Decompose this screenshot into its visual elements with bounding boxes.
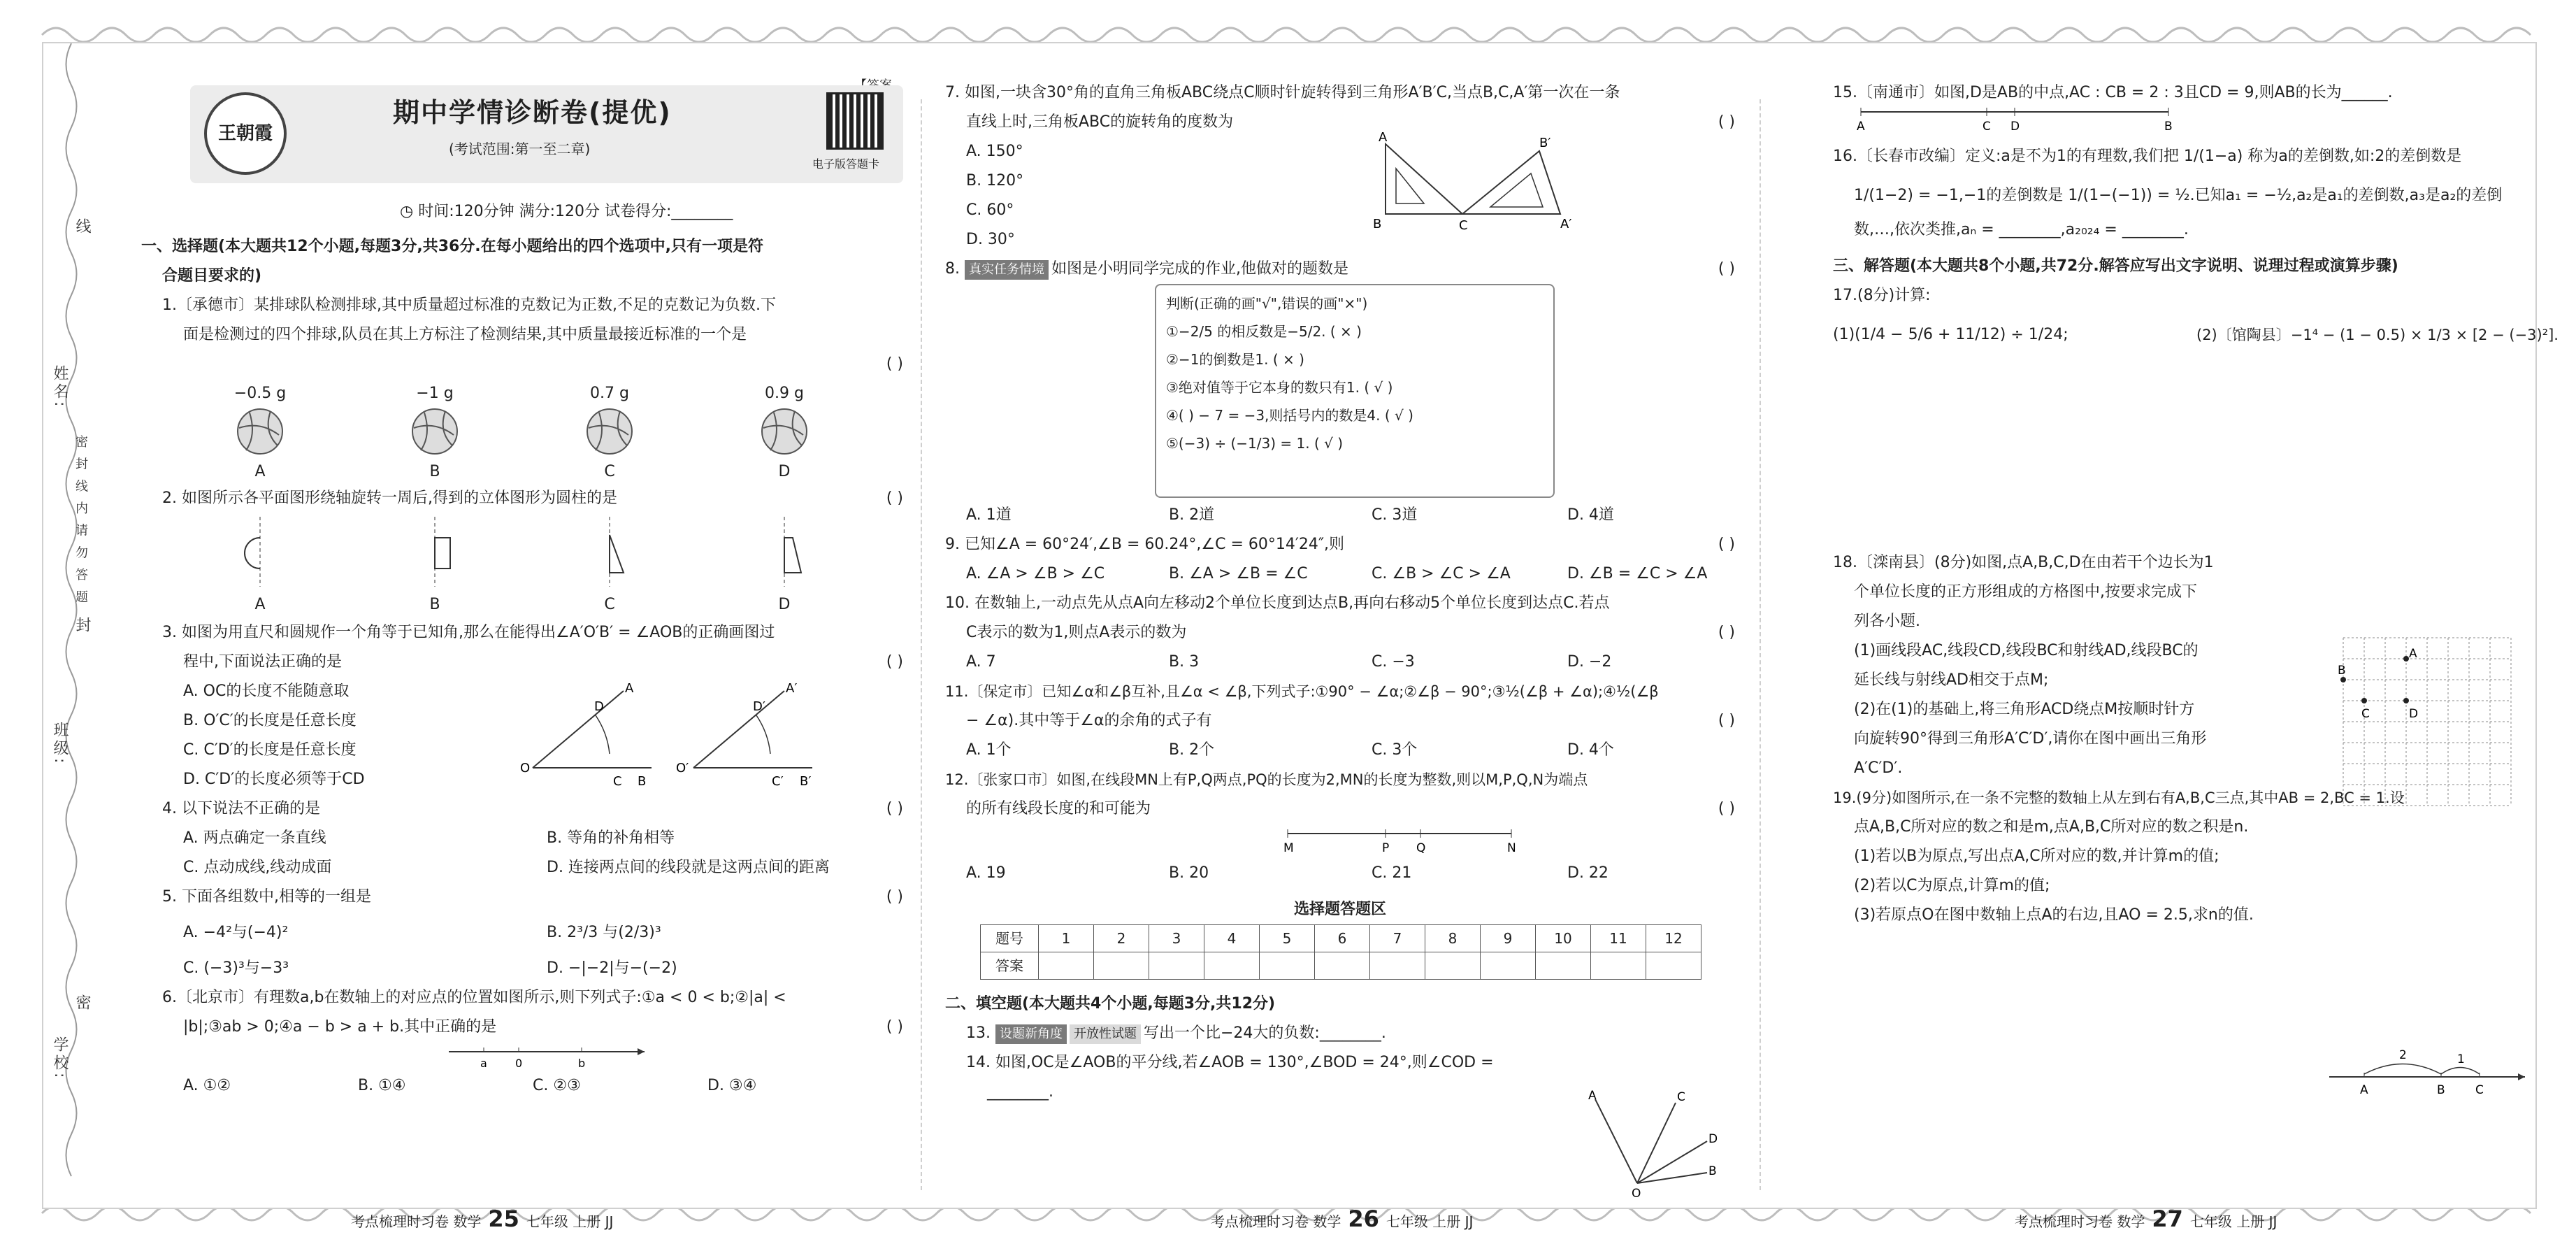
page-26-content	[945, 78, 1735, 1107]
q6-option-c: C. ②③	[533, 1077, 581, 1094]
q13-text: 13. 设题新角度 开放性试题 写出一个比−24大的负数:________.	[945, 1019, 1735, 1048]
q11-option-a: A. 1个	[966, 741, 1012, 759]
q14-angle-figure	[1588, 1089, 1718, 1201]
q1-option-b: B	[429, 463, 440, 480]
q17-part-2: (2)〔馆陶县〕−1⁴ − (1 − 0.5) × 1/3 × [2 − (−3)²].	[2196, 327, 2559, 343]
q3-answer-paren[interactable]: ( )	[886, 653, 903, 671]
q9-option-a: A. ∠A > ∠B > ∠C	[966, 565, 1105, 582]
q4-options-1	[141, 824, 903, 853]
q6-option-d: D. ③④	[707, 1077, 757, 1094]
svg-text:C: C	[1459, 218, 1468, 233]
svg-text:D: D	[594, 699, 604, 714]
svg-text:C: C	[2361, 707, 2370, 721]
q5-text: 5. 下面各组数中,相等的一组是 ( )	[141, 882, 903, 912]
page-26	[945, 57, 1735, 1232]
section-1-title-cont: 合题目要求的)	[162, 267, 262, 285]
q8-option-a: A. 1道	[966, 506, 1012, 524]
q10-answer-paren[interactable]: ( )	[1718, 624, 1735, 641]
svg-text:C: C	[2475, 1083, 2484, 1097]
q6-number-line	[442, 1042, 652, 1071]
q1-mass-c: 0.7 g	[590, 385, 629, 402]
q6-answer-paren[interactable]: ( )	[886, 1018, 903, 1036]
volleyball-icon	[760, 407, 809, 456]
q7-text: 7. 如图,一块含30°角的直角三角板ABC绕点C顺时针旋转得到三角形A′B′C,当点B,C,A′第一次在一条	[945, 84, 1620, 101]
q7-triangle-figure	[1372, 130, 1595, 235]
q18-text-1: 18.〔滦南县〕(8分)如图,点A,B,C,D在由若干个边长为1	[1833, 554, 2214, 571]
seal-mark-2: 封	[73, 617, 91, 635]
q8-homework-figure	[945, 284, 1735, 501]
q8-text: 8. 真实任务情境 如图是小明同学完成的作业,他做对的题数是 ( )	[945, 255, 1735, 284]
svg-text:a: a	[480, 1057, 487, 1070]
q11-text-cont: − ∠α).其中等于∠α的余角的式子有 ( )	[945, 706, 1735, 736]
svg-text:C: C	[613, 774, 622, 789]
volleyball-icon	[585, 407, 634, 456]
svg-text:b: b	[578, 1057, 586, 1070]
q4-option-c: C. 点动成线,线动成面	[183, 859, 332, 876]
q11-text: 11.〔保定市〕已知∠α和∠β互补,且∠α < ∠β,下列式子:①90° − ∠α;②∠β − 90°;③½(∠β + ∠α);④½(∠β	[945, 683, 1659, 700]
q12-option-c: C. 21	[1372, 864, 1412, 882]
q12-option-b: B. 20	[1169, 864, 1209, 882]
rectangle-shape-icon	[414, 517, 456, 587]
q18-text-7: 向旋转90°得到三角形A′C′D′,请你在图中画出三角形	[1854, 730, 2207, 748]
q16-text: 16.〔长春市改编〕定义:a是不为1的有理数,我们把 1/(1−a) 称为a的差倒数,如:2的差倒数是	[1833, 148, 2462, 165]
q3-option-a: A. OC的长度不能随意取	[183, 682, 350, 700]
semicircle-shape-icon	[239, 517, 281, 587]
q1-text: 1.〔承德市〕某排球队检测排球,其中质量超过标准的克数记为正数,不足的克数记为负数.下	[162, 296, 776, 314]
q4-option-a: A. 两点确定一条直线	[183, 829, 326, 847]
svg-text:B′: B′	[800, 774, 812, 789]
q8-option-b: B. 2道	[1169, 506, 1215, 524]
svg-text:A: A	[2360, 1083, 2368, 1097]
q12-option-a: A. 19	[966, 864, 1006, 882]
q19-text-4: (2)若以C为原点,计算m的值;	[1854, 877, 2050, 894]
answer-grid-number-row: 题号 1 2 3 4 5 6 7 8 9 10 11 12	[981, 925, 1701, 952]
q17-part-1: (1)(1/4 − 5/6 + 11/12) ÷ 1/24;	[1833, 326, 2068, 343]
q19-text-2: 点A,B,C所对应的数之和是m,点A,B,C所对应的数之积是n.	[1854, 818, 2249, 836]
q9-option-b: B. ∠A > ∠B = ∠C	[1169, 565, 1308, 582]
seal-mark-3: 密	[73, 994, 91, 1013]
answer-grid	[980, 924, 1701, 980]
q7-text-cont: 直线上时,三角板ABC的旋转角的度数为 ( )	[945, 108, 1735, 137]
svg-text:2: 2	[2399, 1048, 2407, 1062]
q17-parts	[1833, 310, 2559, 359]
q10-text-cont: C表示的数为1,则点A表示的数为 ( )	[945, 618, 1735, 648]
q16-text-end[interactable]: 数,…,依次类推,aₙ = ________,a₂₀₂₄ = ________.	[1854, 221, 2189, 238]
q18-text-5: 延长线与射线AD相交于点M;	[1854, 671, 2049, 689]
page-number: 25	[488, 1206, 519, 1232]
q2-option-b: B	[429, 596, 440, 613]
q15-text: 15.〔南通市〕如图,D是AB的中点,AC : CB = 2 : 3且CD = 9,则AB的长为______.	[1833, 84, 2393, 101]
q8-homework-box: 判断(正确的画"√",错误的画"×") ①−2/5 的相反数是−5/2. ( × ) ②−1的倒数是1. ( × ) ③绝对值等于它本身的数只有1. ( √ ) ④( ) − 7 = −3,则括号内的数是4. ( √ ) ⑤(−3) ÷ (−1/3) = 1. ( √ )	[1155, 284, 1555, 498]
q17-text: 17.(8分)计算:	[1833, 287, 1931, 304]
q1-option-a: A	[254, 463, 266, 480]
q5-option-d: D. −|−2|与−(−2)	[547, 959, 677, 977]
exam-sheet	[42, 42, 2559, 1232]
section-1-content	[141, 232, 903, 1101]
seal-mark-1: 线	[73, 218, 91, 236]
q17-answer-space[interactable]	[1833, 359, 2532, 548]
svg-text:D′: D′	[753, 699, 765, 714]
svg-text:M: M	[1283, 841, 1294, 855]
q3-text-cont: 程中,下面说法正确的是 ( )	[141, 648, 903, 677]
q11-option-c: C. 3个	[1372, 741, 1418, 759]
svg-text:B: B	[1708, 1164, 1717, 1178]
svg-text:A: A	[1588, 1089, 1597, 1103]
q5-options-1	[141, 912, 903, 954]
q14-text: 14. 如图,OC是∠AOB的平分线,若∠AOB = 130°,∠BOD = 24°,则∠COD =	[966, 1054, 1494, 1071]
q3-option-d: D. C′D′的长度必须等于CD	[183, 771, 365, 788]
q7-answer-paren[interactable]: ( )	[1718, 113, 1735, 131]
q5-option-b: B. 2³/3 与(2/3)³	[547, 924, 661, 941]
school-label: 学校:	[51, 1036, 69, 1081]
seal-warning: 密 封 线 内 请 勿 答 题	[73, 435, 88, 606]
q12-segment-figure	[1281, 824, 1518, 859]
q9-option-c: C. ∠B > ∠C > ∠A	[1372, 565, 1511, 582]
q12-text: 12.〔张家口市〕如图,在线段MN上有P,Q两点,PQ的长度为2,MN的长度为整数,则以M,P,Q,N为端点	[945, 771, 1588, 788]
q8-tag: 真实任务情境	[965, 260, 1049, 280]
svg-text:O: O	[520, 761, 531, 775]
svg-text:Q: Q	[1416, 841, 1426, 855]
q2-option-a: A	[254, 596, 266, 613]
q6-option-a: A. ①②	[183, 1077, 231, 1094]
q4-option-d: D. 连接两点间的线段就是这两点间的距离	[547, 859, 830, 876]
svg-text:1: 1	[2457, 1052, 2465, 1066]
q10-text: 10. 在数轴上,一动点先从点A向左移动2个单位长度到达点B,再向右移动5个单位长度到达点C.若点	[945, 594, 1610, 612]
page-divider-2	[1760, 99, 1761, 1190]
q12-option-d: D. 22	[1567, 864, 1609, 882]
q6-option-b: B. ①④	[358, 1077, 406, 1094]
q11-option-d: D. 4个	[1567, 741, 1614, 759]
q4-option-b: B. 等角的补角相等	[547, 829, 675, 847]
q10-option-a: A. 7	[966, 653, 996, 671]
q3-block	[141, 677, 903, 794]
svg-text:N: N	[1507, 841, 1516, 855]
svg-text:A′: A′	[1560, 217, 1572, 231]
q7-option-b: B. 120°	[966, 172, 1024, 190]
section-1-title: 一、选择题(本大题共12个小题,每题3分,共36分.在每小题给出的四个选项中,只有一项是符	[141, 238, 764, 255]
q1-text-cont: 面是检测过的四个排球,队员在其上方标注了检测结果,其中质量最接近标准的一个是	[183, 326, 747, 343]
svg-text:0: 0	[515, 1057, 523, 1070]
exam-title: 期中学情诊断卷(提优)	[393, 97, 672, 128]
answer-grid-title: 选择题答题区	[1293, 901, 1386, 918]
q11-answer-paren[interactable]: ( )	[1718, 712, 1735, 729]
q19-text-3: (1)若以B为原点,写出点A,C所对应的数,并计算m的值;	[1854, 848, 2219, 865]
q7-option-d: D. 30°	[966, 231, 1015, 248]
q7-block	[945, 130, 1735, 255]
publisher-logo: 王朝霞	[204, 92, 287, 175]
q5-answer-paren[interactable]: ( )	[886, 888, 903, 906]
q18-text-2: 个单位长度的正方形组成的方格图中,按要求完成下	[1854, 583, 2197, 601]
q5-option-c: C. (−3)³与−3³	[183, 959, 289, 977]
q4-options-2	[141, 853, 903, 882]
q18-grid-figure	[2336, 631, 2518, 813]
q19-text-1: 19.(9分)如图所示,在一条不完整的数轴上从左到右有A,B,C三点,其中AB = 2,BC = 1.设	[1833, 789, 2405, 806]
q6-options	[141, 1071, 903, 1101]
qr-code-icon[interactable]	[826, 92, 884, 150]
q3-compass-figure	[519, 677, 826, 789]
trapezoid-shape-icon	[763, 517, 805, 587]
page-number: 27	[2152, 1206, 2183, 1232]
svg-text:C: C	[1677, 1090, 1685, 1104]
q2-text: 2. 如图所示各平面图形绕轴旋转一周后,得到的立体图形为圆柱的是 ( )	[141, 484, 903, 513]
q5-option-a: A. −4²与(−4)²	[183, 924, 289, 941]
exam-scope: (考试范围:第一至二章)	[449, 141, 591, 157]
q10-option-d: D. −2	[1567, 653, 1612, 671]
svg-text:B: B	[1373, 217, 1382, 231]
q18-text-8: A′C′D′.	[1854, 759, 1903, 777]
q2-figure	[141, 513, 903, 618]
q8-option-d: D. 4道	[1567, 506, 1614, 524]
q2-option-d: D	[778, 596, 791, 613]
q4-answer-paren[interactable]: ( )	[886, 800, 903, 817]
q10-option-b: B. 3	[1169, 653, 1200, 671]
q3-text: 3. 如图为用直尺和圆规作一个角等于已知角,那么在能得出∠A′O′B′ = ∠AOB的正确画图过	[162, 624, 775, 641]
svg-text:A: A	[1857, 120, 1865, 134]
q16-text-cont: 1/(1−2) = −1,−1的差倒数是 1/(1−(−1)) = ½.已知a₁ = −½,a₂是a₁的差倒数,a₃是a₂的差倒	[1854, 187, 2503, 204]
q1-mass-b: −1 g	[416, 385, 454, 402]
q6-text: 6.〔北京市〕有理数a,b在数轴上的对应点的位置如图所示,则下列式子:①a < 0 < b;②|a| <	[162, 989, 786, 1006]
q9-options	[945, 559, 1735, 589]
q1-answer-paren[interactable]: ( )	[886, 355, 903, 373]
q7-option-a: A. 150°	[966, 143, 1023, 160]
q18-text-6: (2)在(1)的基础上,将三角形ACD绕点M按顺时针方	[1854, 701, 2195, 718]
svg-text:D: D	[2409, 707, 2419, 721]
q3-option-c: C. C′D′的长度是任意长度	[183, 741, 357, 759]
class-label: 班级:	[51, 722, 69, 766]
q19-number-line	[2322, 1043, 2532, 1099]
q1-option-d: D	[778, 463, 791, 480]
q18-text-3: 列各小题.	[1854, 613, 1920, 630]
page-number: 26	[1348, 1206, 1379, 1232]
svg-text:D: D	[1708, 1132, 1718, 1146]
exam-meta: ◷ 时间:120分钟 满分:120分 试卷得分:________	[400, 203, 733, 220]
svg-text:D: D	[2010, 120, 2020, 134]
q1-figure	[141, 379, 903, 484]
svg-text:B: B	[2164, 120, 2173, 134]
svg-text:A: A	[2409, 647, 2417, 661]
q11-options	[945, 736, 1735, 765]
page-divider-1	[921, 99, 922, 1190]
svg-text:B: B	[2437, 1083, 2445, 1097]
triangle-shape-icon	[589, 517, 631, 587]
q19-text-5: (3)若原点O在图中数轴上点A的右边,且AO = 2.5,求n的值.	[1854, 906, 2254, 924]
q12-options	[945, 859, 1735, 888]
q1-mass-a: −0.5 g	[233, 385, 287, 402]
volleyball-icon	[410, 407, 459, 456]
section-2-title: 二、填空题(本大题共4个小题,每题3分,共12分)	[945, 995, 1276, 1013]
q1-option-c: C	[604, 463, 615, 480]
q2-answer-paren[interactable]: ( )	[886, 489, 903, 507]
volleyball-icon	[236, 407, 285, 456]
q9-option-d: D. ∠B = ∠C > ∠A	[1567, 565, 1708, 582]
footer-page-25: 考点梳理时习卷 数学 25 七年级 上册 JJ	[351, 1206, 614, 1232]
section-3-title: 三、解答题(本大题共8个小题,共72分.解答应写出文字说明、说理过程或演算步骤)	[1833, 257, 2398, 275]
svg-text:O′: O′	[676, 761, 689, 775]
qr-caption: 电子版答题卡	[812, 157, 880, 171]
q6-text-cont: |b|;③ab > 0;④a − b > a + b.其中正确的是 ( )	[141, 1013, 903, 1042]
q13-tag-1: 设题新角度	[995, 1024, 1067, 1044]
q10-options	[945, 648, 1735, 677]
svg-text:C: C	[1983, 120, 1991, 134]
q8-option-c: C. 3道	[1372, 506, 1418, 524]
name-label: 姓名:	[51, 365, 69, 410]
q5-options-2	[141, 954, 903, 983]
svg-text:A: A	[1379, 130, 1388, 145]
footer-page-26: 考点梳理时习卷 数学 26 七年级 上册 JJ	[1211, 1206, 1474, 1232]
svg-text:A: A	[625, 681, 634, 696]
q12-text-cont: 的所有线段长度的和可能为 ( )	[945, 794, 1735, 824]
q12-answer-paren[interactable]: ( )	[1718, 800, 1735, 817]
q9-answer-paren[interactable]: ( )	[1718, 536, 1735, 553]
svg-text:A′: A′	[786, 681, 798, 696]
q4-text: 4. 以下说法不正确的是 ( )	[141, 794, 903, 824]
q14-blank[interactable]: ________.	[987, 1083, 1053, 1101]
q8-answer-paren[interactable]: ( )	[1718, 260, 1735, 278]
page-27	[1833, 57, 2559, 1232]
answer-grid-answer-row[interactable]: 答案	[981, 952, 1701, 980]
q8-options	[945, 501, 1735, 530]
page-25	[141, 57, 903, 1232]
q13-tag-2: 开放性试题	[1070, 1024, 1141, 1044]
svg-text:C′: C′	[772, 774, 784, 789]
q9-text: 9. 已知∠A = 60°24′,∠B = 60.24°,∠C = 60°14′24″,则 ( )	[945, 530, 1735, 559]
q18-text-4: (1)画线段AC,线段CD,线段BC和射线AD,线段BC的	[1854, 642, 2199, 659]
svg-text:B′: B′	[1539, 136, 1551, 150]
q3-option-b: B. O′C′的长度是任意长度	[183, 712, 357, 729]
q11-option-b: B. 2个	[1169, 741, 1215, 759]
svg-text:O: O	[1632, 1187, 1641, 1201]
q1-mass-d: 0.9 g	[765, 385, 804, 402]
q10-option-c: C. −3	[1372, 653, 1415, 671]
svg-text:P: P	[1382, 841, 1390, 855]
q15-segment-figure	[1854, 108, 2175, 137]
svg-text:B: B	[2338, 664, 2346, 678]
q7-option-c: C. 60°	[966, 201, 1014, 219]
footer-page-27: 考点梳理时习卷 数学 27 七年级 上册 JJ	[2015, 1206, 2278, 1232]
binding-strip	[43, 43, 99, 1208]
svg-text:B: B	[638, 774, 647, 789]
q2-option-c: C	[604, 596, 615, 613]
